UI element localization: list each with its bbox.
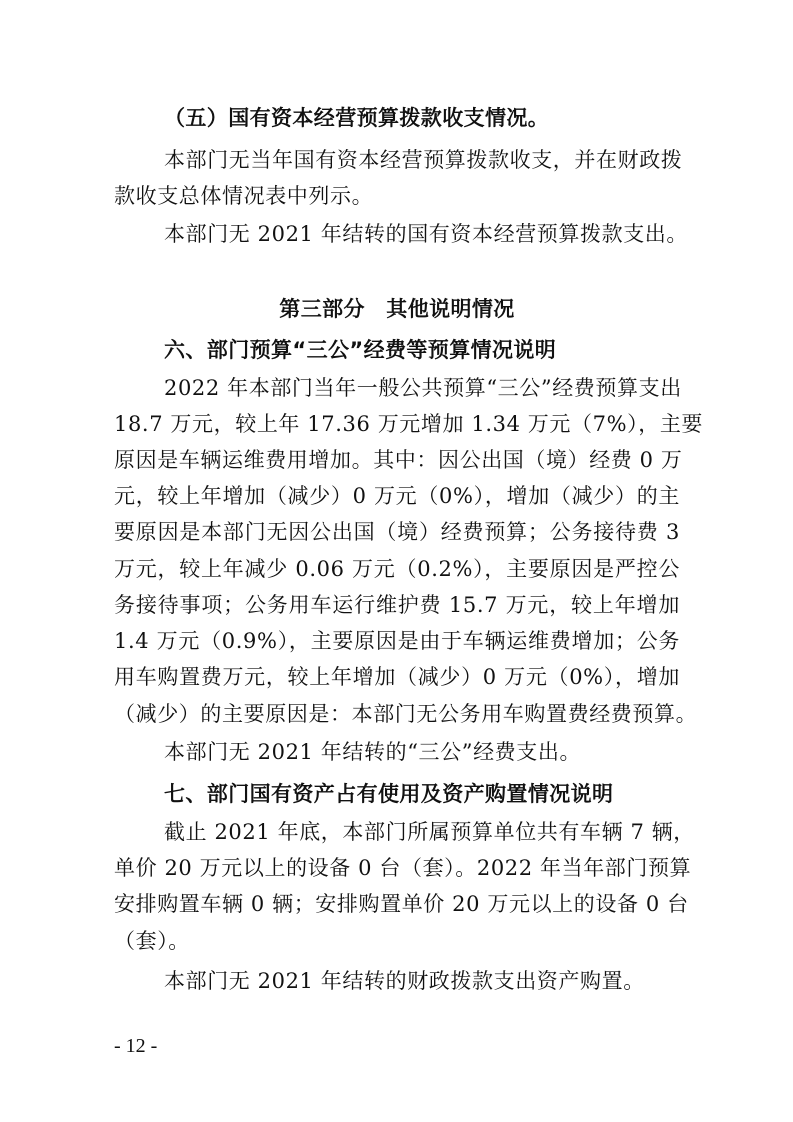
section-7-line-2: 单价 20 万元以上的设备 0 台（套）。2022 年当年部门预算: [114, 856, 692, 880]
section-6-line-6: 万元，较上年减少 0.06 万元（0.2%），主要原因是严控公: [114, 557, 680, 581]
part-3-title: 第三部分 其他说明情况: [279, 297, 515, 321]
section-6-line-4: 元，较上年增加（减少）0 万元（0%），增加（减少）的主: [114, 484, 680, 508]
section-6-line-1: 2022 年本部门当年一般公共预算“三公”经费预算支出: [164, 376, 682, 400]
section-6-line-10: （减少）的主要原因是：本部门无公务用车购置费经费预算。: [114, 702, 698, 726]
section-6-line-9: 用车购置费万元，较上年增加（减少）0 万元（0%），增加: [114, 665, 680, 689]
section-6-carryover: 本部门无 2021 年结转的“三公”经费支出。: [164, 740, 582, 764]
section-6-line-7: 务接待事项；公务用车运行维护费 15.7 万元，较上年增加: [114, 593, 680, 617]
section-5-paragraph-1-line-1: 本部门无当年国有资本经营预算拨款收支，并在财政拨: [164, 148, 683, 172]
page-number: - 12 -: [114, 1035, 158, 1057]
section-7-line-1: 截止 2021 年底，本部门所属预算单位共有车辆 7 辆，: [164, 820, 695, 844]
section-7-line-3: 安排购置车辆 0 辆；安排购置单价 20 万元以上的设备 0 台: [114, 892, 689, 916]
section-6-line-8: 1.4 万元（0.9%），主要原因是由于车辆运维费增加；公务: [114, 629, 680, 653]
section-7-heading: 七、部门国有资产占有使用及资产购置情况说明: [164, 782, 614, 806]
section-7-line-4: （套）。: [114, 929, 190, 953]
section-6-line-3: 原因是车辆运维费用增加。其中：因公出国（境）经费 0 万: [114, 448, 683, 472]
section-6-line-2: 18.7 万元，较上年 17.36 万元增加 1.34 万元（7%），主要: [114, 412, 704, 436]
section-5-paragraph-2: 本部门无 2021 年结转的国有资本经营预算拨款支出。: [164, 222, 688, 246]
section-7-carryover: 本部门无 2021 年结转的财政拨款支出资产购置。: [164, 969, 645, 993]
section-5-heading: （五）国有资本经营预算拨款收支情况。: [164, 106, 550, 130]
section-6-line-5: 要原因是本部门无因公出国（境）经费预算；公务接待费 3: [114, 520, 680, 544]
section-6-heading: 六、部门预算“三公”经费等预算情况说明: [164, 338, 557, 362]
section-5-paragraph-1-line-2: 款收支总体情况表中列示。: [114, 184, 374, 208]
